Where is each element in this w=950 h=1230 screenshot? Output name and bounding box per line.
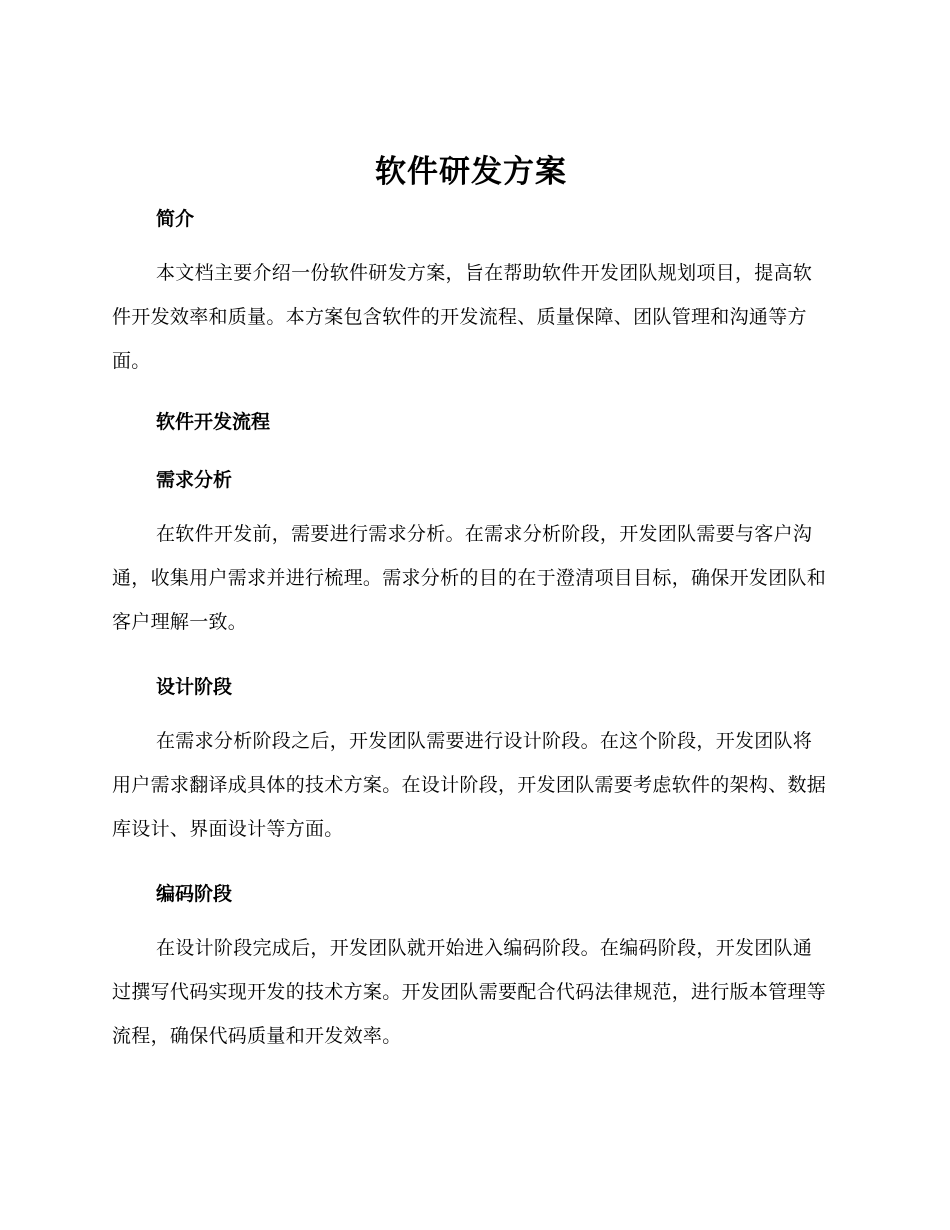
paragraph-intro: 本文档主要介绍一份软件研发方案，旨在帮助软件开发团队规划项目，提高软件开发效率和质量。本方案包含软件的开发流程、质量保障、团队管理和沟通等方面。 bbox=[112, 262, 813, 372]
paragraph-design: 在需求分析阶段之后，开发团队需要进行设计阶段。在这个阶段，开发团队将用户需求翻译成具体的技术方案。在设计阶段，开发团队需要考虑软件的架构、数据库设计、界面设计等方面。 bbox=[112, 730, 827, 840]
paragraph-coding: 在设计阶段完成后，开发团队就开始进入编码阶段。在编码阶段，开发团队通过撰写代码实现开发的技术方案。开发团队需要配合代码法律规范，进行版本管理等流程，确保代码质量和开发效率。 bbox=[112, 937, 827, 1047]
section-heading-process: 软件开发流程 bbox=[156, 411, 271, 433]
section-heading-requirements: 需求分析 bbox=[156, 469, 233, 491]
document-title: 软件研发方案 bbox=[375, 154, 567, 190]
section-heading-design: 设计阶段 bbox=[156, 676, 233, 698]
section-heading-intro: 简介 bbox=[156, 208, 195, 230]
document-page bbox=[112, 148, 830, 1058]
paragraph-requirements: 在软件开发前，需要进行需求分析。在需求分析阶段，开发团队需要与客户沟通，收集用户需求并进行梳理。需求分析的目的在于澄清项目目标，确保开发团队和客户理解一致。 bbox=[112, 523, 827, 633]
section-heading-coding: 编码阶段 bbox=[156, 883, 233, 905]
